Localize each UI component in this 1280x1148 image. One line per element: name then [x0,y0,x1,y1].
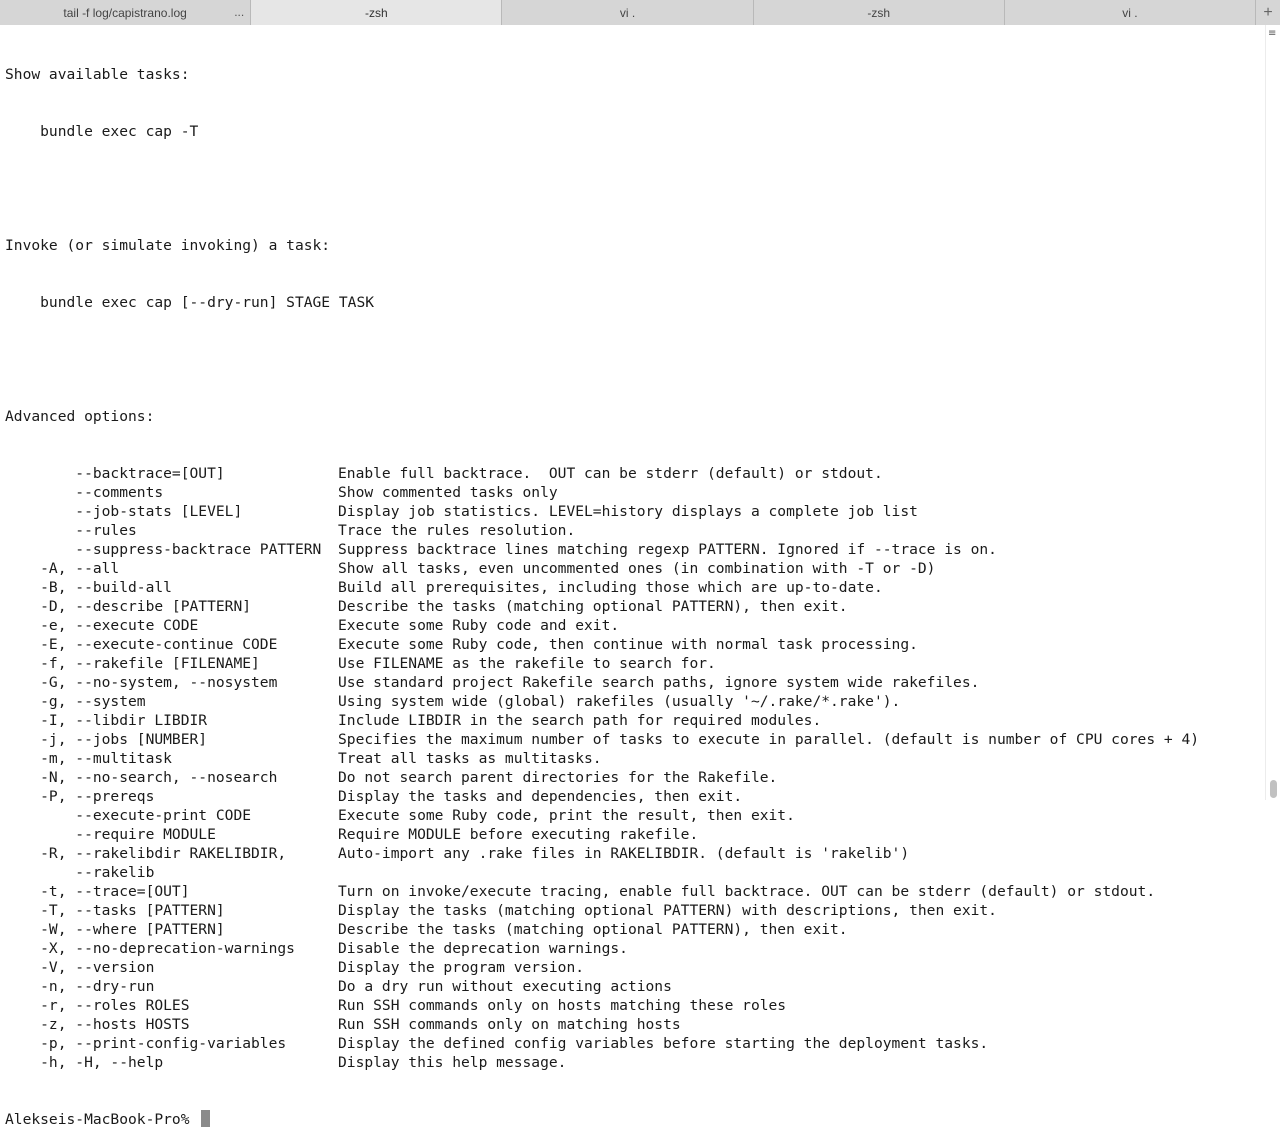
show-tasks-command: bundle exec cap -T [5,123,199,140]
option-row [5,939,1261,958]
option-row [5,711,1261,730]
option-flag: -n, --dry-run [5,978,155,995]
option-description: Describe the tasks (matching optional PATTERN), then exit. [338,921,848,938]
option-description: Specifies the maximum number of tasks to execute in parallel. (default is number of CPU cores + 4) [338,731,1200,748]
option-row [5,901,1261,920]
option-flag: -W, --where [PATTERN] [5,921,225,938]
option-row [5,749,1261,768]
text-cursor [201,1110,210,1127]
option-flag: --require MODULE [5,826,216,843]
option-description: Turn on invoke/execute tracing, enable full backtrace. OUT can be stderr (default) or stdout. [338,883,1156,900]
tab-zsh-2[interactable] [754,0,1005,25]
option-flag: -V, --version [5,959,155,976]
option-description: Require MODULE before executing rakefile. [338,826,699,843]
scroll-marks-icon: ≡ [1268,28,1277,39]
prompt-line[interactable] [5,1110,1261,1129]
option-description: Display the program version. [338,959,585,976]
option-flag: -D, --describe [PATTERN] [5,598,252,615]
option-description: Use FILENAME as the rakefile to search for. [338,655,716,672]
option-row [5,996,1261,1015]
option-row [5,1053,1261,1072]
option-flag: --comments [5,484,164,501]
tab-zsh-active[interactable] [251,0,502,25]
option-description: Describe the tasks (matching optional PATTERN), then exit. [338,598,848,615]
scrollbar-thumb[interactable] [1270,780,1277,798]
show-tasks-heading: Show available tasks: [5,66,190,83]
option-flag: -r, --roles ROLES [5,997,190,1014]
option-flag: -E, --execute-continue CODE [5,636,278,653]
option-description: Disable the deprecation warnings. [338,940,628,957]
option-flag: -m, --multitask [5,750,172,767]
option-flag: -g, --system [5,693,146,710]
tab-label: -zsh [364,5,388,20]
option-description: Build all prerequisites, including those which are up-to-date. [338,579,883,596]
option-flag: -z, --hosts HOSTS [5,1016,190,1033]
option-row [5,768,1261,787]
advanced-options-heading: Advanced options: [5,408,155,425]
option-flag: -B, --build-all [5,579,172,596]
option-row [5,863,1261,882]
option-flag: -j, --jobs [NUMBER] [5,731,208,748]
option-flag: -h, -H, --help [5,1054,164,1071]
option-description: Execute some Ruby code and exit. [338,617,620,634]
option-row [5,521,1261,540]
shell-prompt: Alekseis-MacBook-Pro% [5,1111,199,1128]
option-flag: --execute-print CODE [5,807,252,824]
option-description: Display this help message. [338,1054,567,1071]
option-description: Use standard project Rakefile search paths, ignore system wide rakefiles. [338,674,980,691]
option-flag: --rules [5,522,137,539]
option-description: Treat all tasks as multitasks. [338,750,602,767]
option-row [5,483,1261,502]
option-row [5,825,1261,844]
option-row [5,958,1261,977]
tab-label: -zsh [867,5,891,20]
option-description: Enable full backtrace. OUT can be stderr (default) or stdout. [338,465,883,482]
option-flag: -p, --print-config-variables [5,1035,287,1052]
option-row [5,692,1261,711]
tab-overflow-icon: ... [234,5,245,19]
invoke-heading: Invoke (or simulate invoking) a task: [5,237,331,254]
option-description: Include LIBDIR in the search path for required modules. [338,712,822,729]
terminal-output[interactable] [5,27,1261,1128]
option-row [5,502,1261,521]
option-row [5,882,1261,901]
option-flag: -f, --rakefile [FILENAME] [5,655,260,672]
option-description: Show commented tasks only [338,484,558,501]
option-row [5,787,1261,806]
option-row [5,559,1261,578]
option-flag: --suppress-backtrace PATTERN [5,541,322,558]
option-description: Display the tasks (matching optional PATTERN) with descriptions, then exit. [338,902,997,919]
option-description: Run SSH commands only on matching hosts [338,1016,681,1033]
tab-vi-1[interactable] [502,0,753,25]
option-flag: -R, --rakelibdir RAKELIBDIR, [5,845,287,862]
option-row [5,597,1261,616]
option-flag: -e, --execute CODE [5,617,199,634]
option-row [5,654,1261,673]
option-flag: --backtrace=[OUT] [5,465,225,482]
option-row [5,844,1261,863]
option-flag: --job-stats [LEVEL] [5,503,243,520]
blank-line [5,179,1261,198]
option-row [5,578,1261,597]
option-row [5,920,1261,939]
option-flag: -T, --tasks [PATTERN] [5,902,225,919]
option-row [5,1034,1261,1053]
option-row [5,540,1261,559]
option-flag: -P, --prereqs [5,788,155,805]
option-description: Show all tasks, even uncommented ones (in combination with -T or -D) [338,560,936,577]
option-row [5,635,1261,654]
option-row [5,730,1261,749]
option-flag: -t, --trace=[OUT] [5,883,190,900]
option-description: Using system wide (global) rakefiles (usually '~/.rake/*.rake'). [338,693,901,710]
option-flag: -X, --no-deprecation-warnings [5,940,295,957]
option-description: Display job statistics. LEVEL=history displays a complete job list [338,503,918,520]
tab-label: vi . [1122,5,1138,20]
option-flag: -A, --all [5,560,120,577]
option-row [5,806,1261,825]
option-description: Execute some Ruby code, print the result, then exit. [338,807,795,824]
options-list [5,464,1261,1072]
option-row [5,977,1261,996]
option-row [5,616,1261,635]
option-description: Do not search parent directories for the Rakefile. [338,769,778,786]
scrollbar[interactable] [1265,25,1280,800]
option-description: Execute some Ruby code, then continue with normal task processing. [338,636,918,653]
option-description: Do a dry run without executing actions [338,978,672,995]
option-description: Trace the rules resolution. [338,522,576,539]
option-row [5,673,1261,692]
tab-label: tail -f log/capistrano.log [63,5,187,20]
option-description: Display the tasks and dependencies, then exit. [338,788,743,805]
option-row [5,1015,1261,1034]
option-flag: -I, --libdir LIBDIR [5,712,208,729]
option-description: Display the defined config variables before starting the deployment tasks. [338,1035,989,1052]
tab-capistrano-log[interactable] [0,0,251,25]
blank-line [5,350,1261,369]
option-flag: -N, --no-search, --nosearch [5,769,278,786]
tab-vi-2[interactable] [1005,0,1256,25]
new-tab-button[interactable]: + [1256,0,1280,25]
option-flag: -G, --no-system, --nosystem [5,674,278,691]
option-description: Suppress backtrace lines matching regexp PATTERN. Ignored if --trace is on. [338,541,997,558]
option-description: Run SSH commands only on hosts matching these roles [338,997,787,1014]
option-flag: --rakelib [5,864,155,881]
option-row [5,464,1261,483]
tab-label: vi . [619,5,636,20]
invoke-command: bundle exec cap [--dry-run] STAGE TASK [5,294,375,311]
tab-bar [0,0,1280,25]
option-description: Auto-import any .rake files in RAKELIBDIR. (default is 'rakelib') [338,845,910,862]
